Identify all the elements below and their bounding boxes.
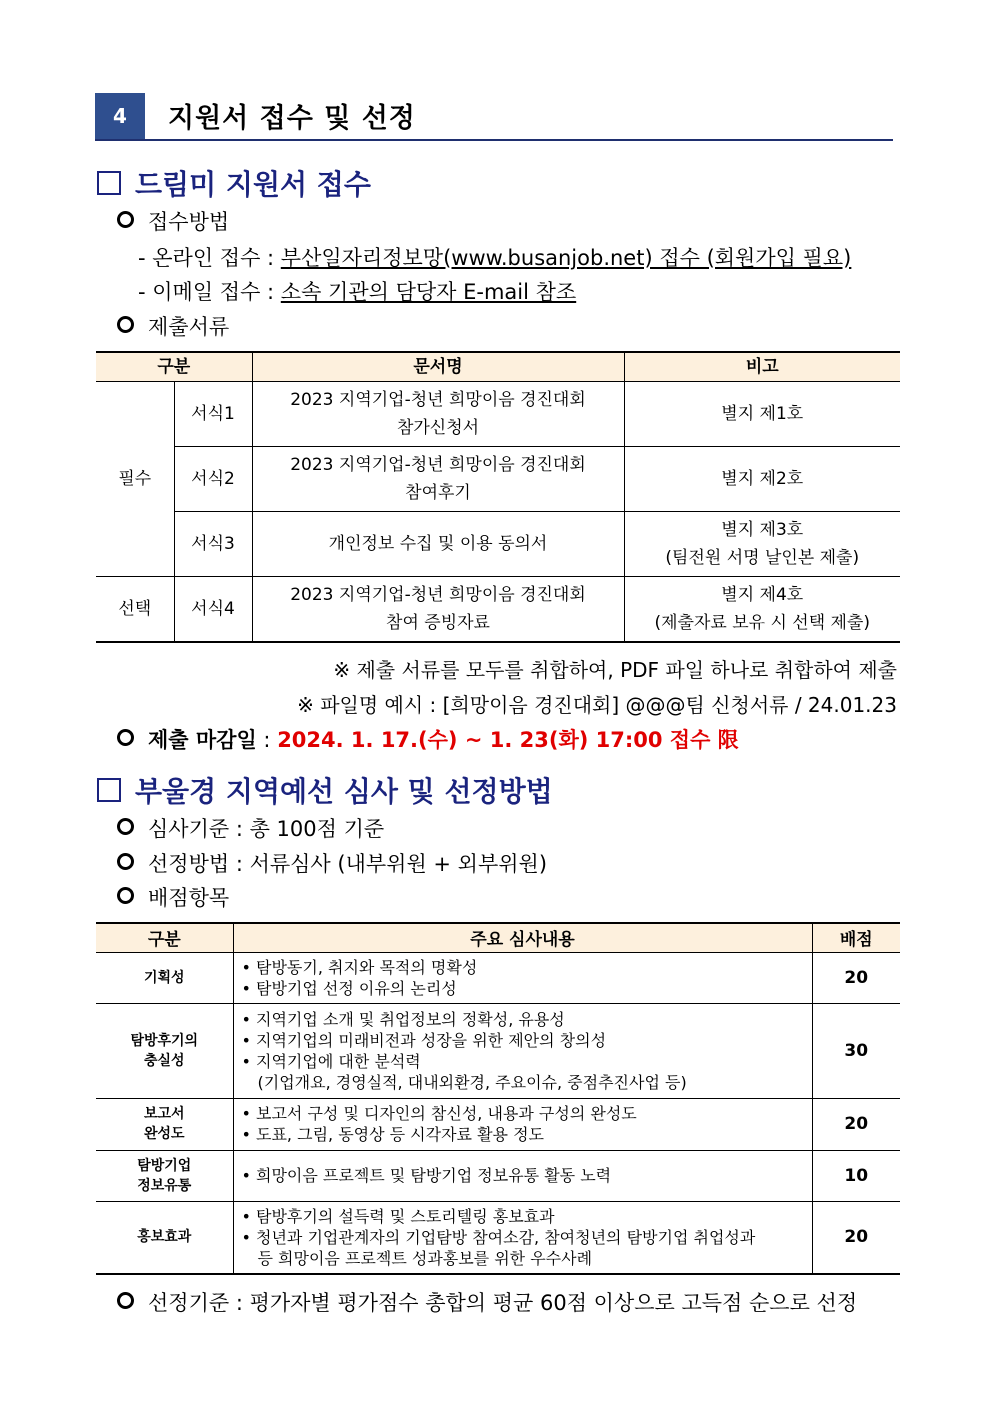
header-content: 주요 심사내용 <box>233 923 812 952</box>
online-prefix: - 온라인 접수 : <box>138 246 281 270</box>
section-number-badge <box>95 93 145 139</box>
ring-bullet-icon <box>117 1292 134 1309</box>
online-line <box>138 242 851 272</box>
doc-cell: 개인정보 수집 및 이용 동의서 <box>252 512 624 577</box>
header-category: 구분 <box>96 923 233 952</box>
note-cell: 별지 제2호 <box>624 447 900 512</box>
selection-text: 선정기준 : 평가자별 평가점수 총합의 평균 60점 이상으로 고득점 순으로 선정 <box>148 1291 858 1315</box>
method-label: 접수방법 <box>148 210 230 234</box>
method-line <box>117 848 547 878</box>
online-link[interactable]: 부산일자리정보망(www.busanjob.net) 접수 (회원가입 필요) <box>280 246 852 270</box>
criteria-line <box>117 813 384 843</box>
category-cell: 탐방기업 정보유통 <box>96 1150 233 1201</box>
form-cell: 서식4 <box>174 577 252 642</box>
deadline-label: 제출 마감일 <box>148 728 257 752</box>
email-prefix: - 이메일 접수 : <box>138 280 281 304</box>
note-cell: 별지 제3호 (팀전원 서명 날인본 제출) <box>624 512 900 577</box>
section-title: 지원서 접수 및 선정 <box>168 103 416 134</box>
email-line <box>138 276 576 306</box>
ring-bullet-icon <box>117 887 134 904</box>
ring-bullet-icon <box>117 316 134 333</box>
scoring-table <box>96 922 900 1275</box>
table-row <box>96 447 900 512</box>
regional-heading <box>97 770 553 810</box>
table-row <box>96 1201 900 1274</box>
table-row <box>96 512 900 577</box>
ring-bullet-icon <box>117 853 134 870</box>
table-header-row <box>96 352 900 382</box>
table-row <box>96 382 900 447</box>
dreamme-heading <box>97 163 371 203</box>
score-cell: 10 <box>812 1150 900 1201</box>
selection-line <box>117 1287 857 1317</box>
docs-bullet <box>117 311 229 341</box>
form-cell: 서식2 <box>174 447 252 512</box>
score-cell: 30 <box>812 1003 900 1098</box>
ring-bullet-icon <box>117 729 134 746</box>
dreamme-heading-text: 드림미 지원서 접수 <box>135 168 371 201</box>
criteria-text: 심사기준 : 총 100점 기준 <box>148 817 385 841</box>
score-cell: 20 <box>812 1098 900 1150</box>
checkbox-square-icon <box>97 778 121 802</box>
score-cell: 20 <box>812 952 900 1003</box>
header-doc-name: 문서명 <box>252 352 624 382</box>
note-pdf: ※ 제출 서류를 모두를 취합하여, PDF 파일 하나로 취합하여 제출 <box>333 658 897 682</box>
header-category: 구분 <box>96 352 252 382</box>
docs-label: 제출서류 <box>148 315 230 339</box>
table-header-row <box>96 923 900 952</box>
method-text: 선정방법 : 서류심사 (내부위원 + 외부위원) <box>148 852 548 876</box>
content-cell: • 지역기업 소개 및 취업정보의 정확성, 유용성 • 지역기업의 미래비전과 성장을 위한 제안의 창의성 • 지역기업에 대한 분석력 (기업개요, 경영실적, 대내외환경, 주요이슈, 중점추진사업 등) <box>233 1003 812 1098</box>
form-cell: 서식1 <box>174 382 252 447</box>
checkbox-square-icon <box>97 171 121 195</box>
header-note: 비고 <box>624 352 900 382</box>
group-optional: 선택 <box>96 577 174 642</box>
doc-cell: 2023 지역기업-청년 희망이음 경진대회 참가신청서 <box>252 382 624 447</box>
deadline-value: 2024. 1. 17.(수) ~ 1. 23(화) 17:00 접수 限 <box>277 728 739 752</box>
content-cell: • 탐방동기, 취지와 목적의 명확성 • 탐방기업 선정 이유의 논리성 <box>233 952 812 1003</box>
group-required: 필수 <box>96 382 174 577</box>
table-row <box>96 577 900 642</box>
category-cell: 홍보효과 <box>96 1201 233 1274</box>
form-cell: 서식3 <box>174 512 252 577</box>
category-cell: 기획성 <box>96 952 233 1003</box>
table-row <box>96 952 900 1003</box>
items-line <box>117 882 229 912</box>
note-cell: 별지 제4호 (제출자료 보유 시 선택 제출) <box>624 577 900 642</box>
content-cell: • 희망이음 프로젝트 및 탐방기업 정보유통 활동 노력 <box>233 1150 812 1201</box>
documents-table <box>96 351 900 643</box>
content-cell: • 보고서 구성 및 디자인의 참신성, 내용과 구성의 완성도 • 도표, 그림, 동영상 등 시각자료 활용 정도 <box>233 1098 812 1150</box>
doc-cell: 2023 지역기업-청년 희망이음 경진대회 참여 증빙자료 <box>252 577 624 642</box>
category-cell: 보고서 완성도 <box>96 1098 233 1150</box>
section-divider <box>95 139 893 141</box>
ring-bullet-icon <box>117 211 134 228</box>
content-cell: • 탐방후기의 설득력 및 스토리텔링 홍보효과 • 청년과 기업관계자의 기업탐방 참여소감, 참여청년의 탐방기업 취업성과 등 희망이음 프로젝트 성과홍보를 위한 우수사례 <box>233 1201 812 1274</box>
doc-cell: 2023 지역기업-청년 희망이음 경진대회 참여후기 <box>252 447 624 512</box>
category-cell: 탐방후기의 충실성 <box>96 1003 233 1098</box>
regional-heading-text: 부울경 지역예선 심사 및 선정방법 <box>135 775 553 808</box>
deadline-sep: : <box>256 728 278 752</box>
section-number: 4 <box>113 104 127 128</box>
note-filename: ※ 파일명 예시 : [희망이음 경진대회] @@@팀 신청서류 / 24.01.23 <box>297 693 897 717</box>
note-cell: 별지 제1호 <box>624 382 900 447</box>
header-score: 배점 <box>812 923 900 952</box>
deadline-line <box>117 724 739 754</box>
method-bullet <box>117 206 229 236</box>
ring-bullet-icon <box>117 818 134 835</box>
items-label: 배점항목 <box>148 886 230 910</box>
table-row <box>96 1098 900 1150</box>
score-cell: 20 <box>812 1201 900 1274</box>
table-row <box>96 1003 900 1098</box>
email-link[interactable]: 소속 기관의 담당자 E-mail 참조 <box>280 280 577 304</box>
table-row <box>96 1150 900 1201</box>
